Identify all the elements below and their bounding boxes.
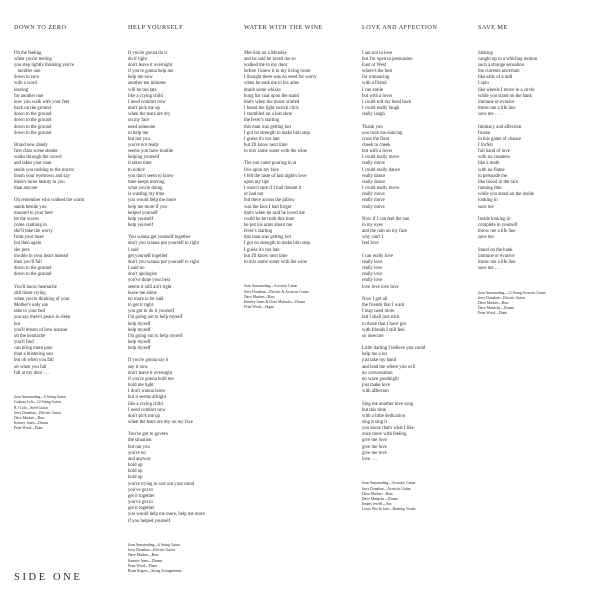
song-column-love-and-affection bbox=[362, 12, 468, 525]
song-title: SAVE ME bbox=[478, 24, 508, 32]
song-lyrics: Met him on a Monday and he said he loved me so walked me to my door before I knew it to my living room I thought there was no need for worry when he took me in his arms drank some whisky hung his coat upon the stand that's when the music started I heard the light switch click I stumbled on a lost shoe the fever's starting this man was getting hot I got no strength to make him stop I guess it's too late but I'll know next time to mix some water with the wine The sun came pouring in at five upon my face I felt the taste of last night's love upon my lips I wasn't sure if I had dreamt it or had not but there across the pillow was the face I had forgot that's when he said he loved me could he be truth this time he put his arms about me fever's starting this man was getting hot I got no strength to make him stop I guess it's too late but I'll know next time to mix some water with the wine bbox=[244, 50, 317, 265]
song-column-water-with-the-wine bbox=[244, 12, 350, 323]
song-credits: Joan Armatrading—12 String Acoustic Guitar Jerry Donahue—Electric Guitar Dave Markee—Bass Dave Mattacks—Drums Peter Wood—Piano bbox=[478, 290, 546, 316]
song-credits: Joan Armatrading—6 String Guitar Jerry Donahue—Electric Guitar Dave Markee—Bass Kenney Jones—Drums Peter Wood—Piano Brian Rogers—String Arrangements bbox=[128, 542, 182, 573]
song-title: WATER WITH THE WINE bbox=[244, 24, 323, 32]
song-lyrics: If you're gonna do it do it right don't leave it overnight if you're gonna help me help me now another ten minutes will be too late like a crying child I need comfort now don't pick me up when the tears are dry on my face need someone to help me but not you you're not ready seems you have trouble helping yourself it takes time to notice you don't seem to know time keeps moving what you're doing is wasting my time you would help me more help me more if you helped yourself help yourself help yourself You wanna get yourself together don't you wanna put yourself to right I said get yourself together don't you wanna put yourself to right I said no don't apologise you've done your best seems it still ain't right leave me alone no more to be said to get it right you got to do it yourself I'm going out to help myself help myself help myself I'm going out to help myself help myself help myself If you're gonna say it say it now don't leave it overnight if you're gonna hold me hold me tight I don't wanna leave but it seems allright like a crying child I need comfort now don't pick me up when the tears are dry on my face You've got to govern the situation but not you you're no and anyway hold up hold up hold up you're trying to sort out your mind you've got to get it together you've got to get it together you would help me more, help me more if you helped yourself bbox=[128, 50, 205, 524]
song-title: HELP YOURSELF bbox=[128, 24, 184, 32]
song-title: LOVE AND AFFECTION bbox=[362, 24, 438, 32]
song-title: DOWN TO ZERO bbox=[14, 24, 67, 32]
song-lyrics: I am not in love but I'm open to persuasion East or West where's the best for romancing with a friend I can smile but with a lover I could roll my head back I could really laugh really laugh Thank you you took me dancing cross the floor cheek to cheek but with a lover I could really move really move I could really dance really dance really dance I could really move really move really move really move Now if I can feel the sun in my eyes and the rain on my face why can't I feel love I can really love really love really love really love really love love love love love Now I got all the friends that I want I may need more but I shall just stick to those that I have got with friends I still feel so insecure Little darling I believe you could help me a lot just take my hand and lead me where you will no conversation no wave goodnight just make love with affection Sing me another love song but this time with a little dedication sing it sing it you know that's what I like once more with feeling give me love give me love give me love love . . . bbox=[362, 50, 426, 462]
song-column-help-yourself bbox=[128, 12, 234, 587]
song-credits: Joan Armatrading—Acoustic Guitar Jerry Donahue—Electric & Acoustic Guitar Dave Markee—Bass Kenney Jones & Dave Mattacks—Drums Peter Wood—Organ bbox=[244, 284, 309, 310]
song-column-down-to-zero bbox=[14, 12, 120, 444]
side-label: SIDE ONE bbox=[14, 572, 83, 583]
song-column-save-me bbox=[478, 12, 584, 329]
song-lyrics: Oh the feeling when you're reeling you step lightly thinking you're number one down to zero with a word leaving for another one now you walk with your feet back on the ground down to the ground down to the ground down to the ground down to the ground Brand new dandy first class scene stealer walks through the crowd and takes your man sends you rushing to the mirror brush your eyebrows and say there's more beauty in you than anyone Oh remember who walked the warm sands beside you moored to your heel let the waves come crashing in she'll take the worry from your head but then again she puts trouble in your heart instead then you'll fall down to the ground down to the ground You'll know heartache still more crying when you're thinking of your Mother's only son take to your bed you say there's peace in sleep but you'll dream of love instead oh the heartache you'll find can bring more pain than a blistering sun but oh when you fall oh when you fall fall at my door . . . bbox=[14, 50, 85, 376]
song-credits: Joan Armatrading—Acoustic Guitar Jerry Donahue—Acoustic Guitar Dave Markee—Bass Dave Mattacks—Drums Jimmy Jewell—Sax Louw, Pitz & Jose—Backing Vocals bbox=[362, 481, 416, 512]
song-lyrics: Sinking caught up in a whirling motion such a strange sensation the currents uncertain like sails of a mill I spin like wheels I move in a circle while you stand on the bank immune or evasive throw me a life line save me . . . Intimacy and affection frozen in this game of chance I forfeit full hand of love with no counters like a moth with no flame to persuade me like blood in the rain running thin while you stand on the inside looking in save me Inside looking in complete in yourself throw me a life line save me Stand on the bank immune or evasive throw me a life line save me . . . bbox=[478, 50, 538, 272]
song-credits: Joan Armatrading—6 String Guitar Graham Lyle—12 String Guitar B J Cole—Steel Guitar Jerry Donahue—Electric Guitar Dave Markee—Bass Kenney Jones—Drums Peter Wood—Piano bbox=[14, 395, 67, 431]
